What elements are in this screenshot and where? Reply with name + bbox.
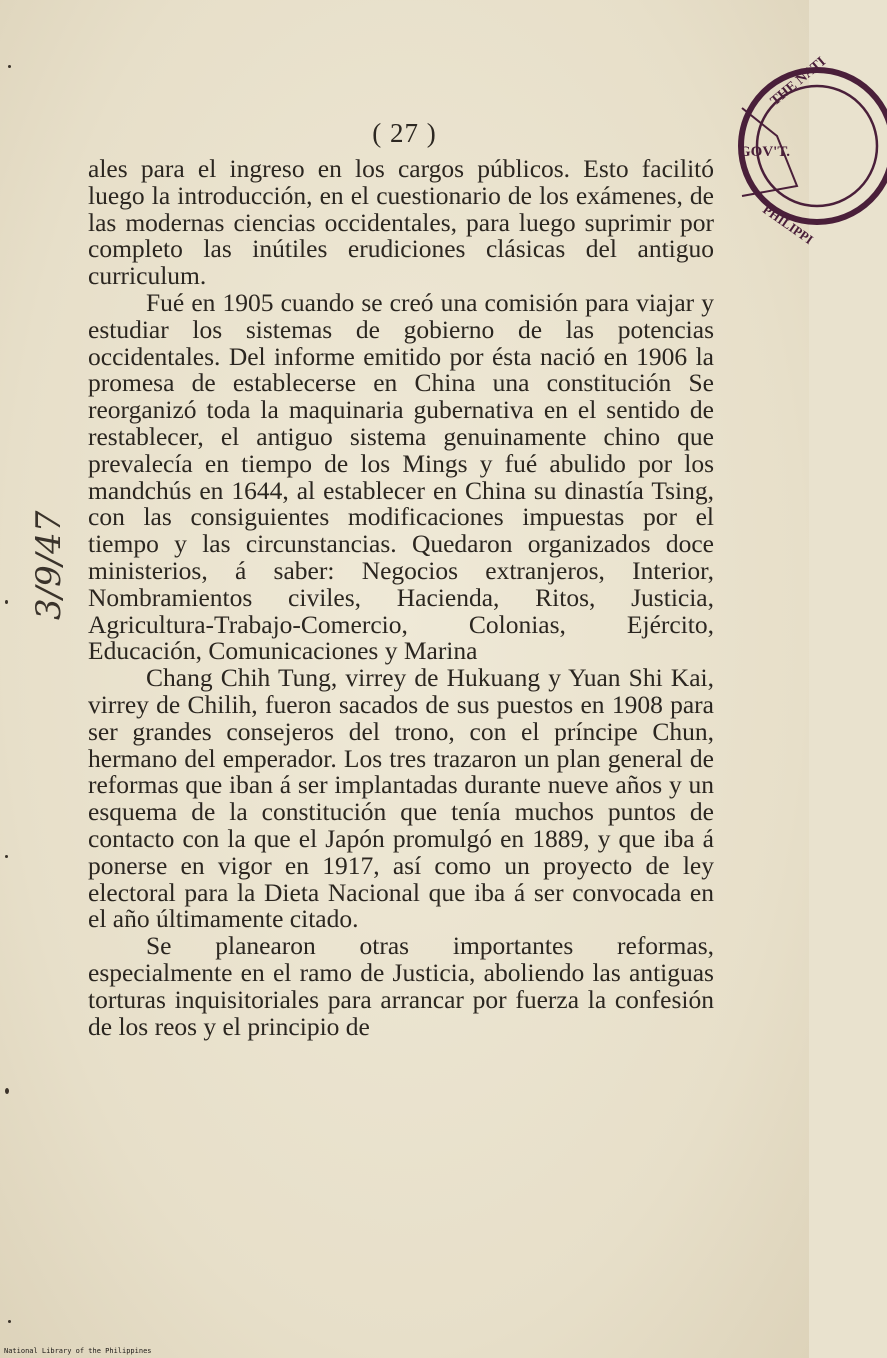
paragraph-2: Fué en 1905 cuando se creó una comisión para viajar y estudiar los sistemas de gobierno de las potencias occidentales. Del informe emitido por ésta nació en 1906 la promesa de establecerse en China una constitución Se reorganizó toda la maquinaria gubernativa en el sentido de restablecer, el antiguo sistema genuinamente chino que prevalecía en tiempo de los Mings y fué abulido por los mandchús en 1644, al establecer en China su dinastía Tsing, con las consiguientes modificaciones impuestas por el tiempo y las circunstancias. Quedaron organizados doce ministerios, á saber: Negocios extranjeros, Interior, Nombramientos civiles, Hacienda, Ritos, Justicia, Agricultura-Trabajo-Comercio, Colonias, Ejército, Educación, Comunicaciones y Marina (88, 287, 714, 666)
library-stamp (737, 46, 887, 246)
page-number: ( 27 ) (372, 118, 437, 148)
paragraph-1: ales para el ingreso en los cargos públicos. Esto facilitó luego la introducción, en el cuestionario de los exámenes, de las modernas ciencias occidentales, para luego suprimir por completo las inútiles erudiciones clásicas del antiguo curriculum. (88, 154, 714, 291)
dust-speck (8, 65, 11, 68)
stamp-text-bottom: PHILIPPI (760, 201, 817, 248)
paragraph-3: Chang Chih Tung, virrey de Hukuang y Yuan Shi Kai, virrey de Chilih, fueron sacados de sus puestos en 1908 para ser grandes consejeros del trono, con el príncipe Chun, hermano del emperador. Los tres trazaron un plan general de reformas que iban á ser implantadas durante nueve años y un esquema de la constitución que tenía muchos puntos de contacto con la que el Japón promulgó en 1889, y que iba á ponerse en vigor en 1917, así como un proyecto de ley electoral para la Dieta Nacional que iba á ser convocada en el año últimamente citado. (88, 663, 714, 934)
dust-speck (8, 1320, 11, 1323)
paragraph-4: Se planearon otras importantes reformas, especialmente en el ramo de Justicia, aboliendo las antiguas torturas inquisitoriales para arrancar por fuerza la confesión de los reos y el principio de (88, 931, 714, 1041)
dust-speck (5, 855, 8, 858)
body-text (88, 156, 714, 1040)
stamp-text-top: THE NATI (767, 54, 829, 110)
handwritten-text: 3/9/47 (29, 510, 69, 620)
footer-credit: National Library of the Philippines (4, 1347, 152, 1355)
stamp-text-middle: GOV'T. (739, 144, 790, 160)
dust-speck (5, 600, 8, 604)
dust-speck (5, 1088, 9, 1094)
handwritten-annotation (18, 470, 88, 630)
